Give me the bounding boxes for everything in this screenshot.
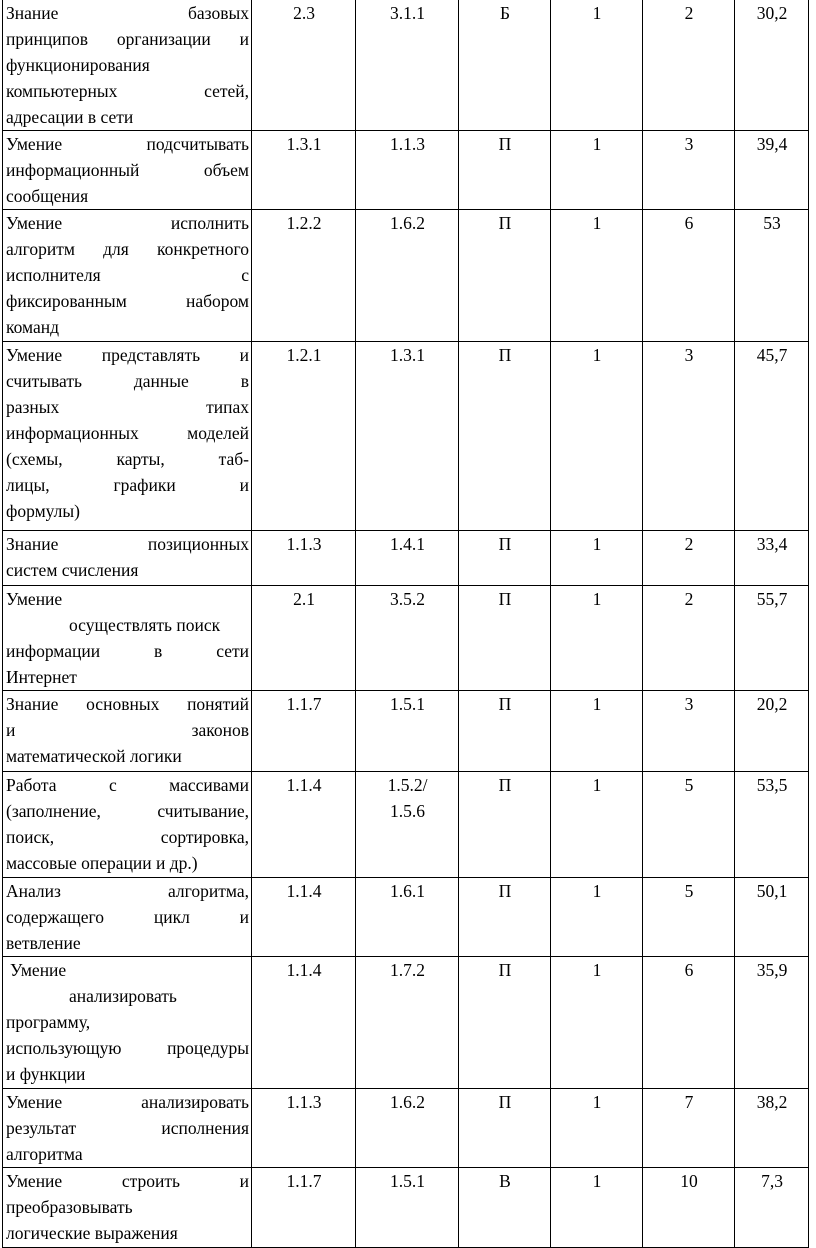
max-score-cell: 1	[551, 878, 643, 957]
skill-word: графики	[113, 475, 176, 495]
skill-line	[6, 236, 249, 262]
skill-word: компьютерных	[6, 81, 118, 101]
time-cell: 6	[643, 210, 735, 342]
max-score-cell: 1	[551, 131, 643, 210]
skill-word: информационных	[6, 423, 139, 443]
code1-cell: 1.1.4	[252, 772, 356, 878]
skill-line	[6, 824, 249, 850]
table-row	[3, 586, 809, 691]
skill-cell	[3, 1089, 252, 1168]
percent-cell: 53	[735, 210, 809, 342]
skill-word: понятий	[187, 694, 249, 714]
skill-line: формулы)	[6, 501, 80, 521]
skill-cell	[3, 131, 252, 210]
skill-word: Работа	[6, 775, 57, 795]
max-score-cell: 1	[551, 210, 643, 342]
skill-word: лицы,	[6, 475, 50, 495]
skill-line: логические выражения	[6, 1223, 178, 1243]
skill-cell	[3, 531, 252, 586]
max-score-cell: 1	[551, 1089, 643, 1168]
table-row	[3, 531, 809, 586]
level-cell: П	[459, 1089, 551, 1168]
skill-word: исполнить	[170, 213, 249, 233]
code2-cell	[356, 772, 459, 878]
code1-cell: 2.1	[252, 586, 356, 691]
skill-line	[6, 78, 249, 104]
skill-line: математической логики	[6, 746, 182, 766]
code2-cell: 1.6.2	[356, 1089, 459, 1168]
max-score-cell: 1	[551, 0, 643, 131]
skill-word: в	[154, 641, 163, 661]
percent-cell: 53,5	[735, 772, 809, 878]
skill-word: строить	[121, 1171, 180, 1191]
skill-word: Умение	[6, 134, 63, 154]
skill-line	[6, 904, 249, 930]
percent-cell: 50,1	[735, 878, 809, 957]
skill-line: алгоритма	[6, 1144, 83, 1164]
skill-word: Знание	[6, 694, 59, 714]
skill-line: Интернет	[6, 667, 77, 687]
skill-line	[6, 446, 249, 472]
skill-word: и	[239, 475, 249, 495]
skill-line	[6, 772, 249, 798]
skill-word: сети	[216, 641, 249, 661]
skill-word: информации	[6, 641, 101, 661]
time-cell: 2	[643, 531, 735, 586]
skill-line: функционирования	[6, 55, 150, 75]
time-cell: 7	[643, 1089, 735, 1168]
level-cell: П	[459, 691, 551, 772]
skill-word: Умение	[6, 1092, 63, 1112]
skill-word: исполнителя	[6, 265, 101, 285]
skill-word: исполнения	[161, 1118, 249, 1138]
skill-cell	[3, 210, 252, 342]
skill-cell	[3, 772, 252, 878]
skill-line	[6, 717, 249, 743]
skill-line: адресации в сети	[6, 107, 134, 127]
max-score-cell: 1	[551, 957, 643, 1089]
skill-word: считывать	[6, 371, 82, 391]
assessment-table	[2, 0, 809, 1248]
code1-cell: 1.1.3	[252, 531, 356, 586]
code2-cell: 3.1.1	[356, 0, 459, 131]
percent-cell: 45,7	[735, 342, 809, 531]
percent-cell: 39,4	[735, 131, 809, 210]
percent-cell: 38,2	[735, 1089, 809, 1168]
skill-line	[6, 638, 249, 664]
percent-cell: 30,2	[735, 0, 809, 131]
code2-cell: 1.6.2	[356, 210, 459, 342]
skill-word: подсчитывать	[146, 134, 249, 154]
skill-word: (схемы,	[6, 449, 63, 469]
code1-cell: 1.3.1	[252, 131, 356, 210]
code1-cell: 1.1.7	[252, 1168, 356, 1248]
code1-cell: 1.1.3	[252, 1089, 356, 1168]
level-cell: Б	[459, 0, 551, 131]
skill-line	[6, 420, 249, 446]
skill-line: и функции	[6, 1064, 86, 1084]
code1-cell: 1.1.4	[252, 878, 356, 957]
skill-word: разных	[6, 397, 60, 417]
skill-word: объем	[203, 160, 249, 180]
code2-cell: 1.1.3	[356, 131, 459, 210]
skill-line	[6, 131, 249, 157]
code1-cell: 1.2.2	[252, 210, 356, 342]
skill-cell	[3, 586, 252, 691]
skill-word: алгоритма,	[167, 881, 249, 901]
skill-line: ветвление	[6, 933, 81, 953]
code2-cell: 1.3.1	[356, 342, 459, 531]
table-row	[3, 210, 809, 342]
skill-word: поиск,	[6, 827, 55, 847]
skill-line: анализировать	[69, 986, 177, 1006]
skill-cell	[3, 1168, 252, 1248]
time-cell: 3	[643, 342, 735, 531]
code2-cell: 1.4.1	[356, 531, 459, 586]
code2-line: 1.5.6	[390, 801, 425, 821]
skill-word: Умение	[6, 345, 63, 365]
skill-word: и	[239, 907, 249, 927]
max-score-cell: 1	[551, 691, 643, 772]
skill-word: сортировка,	[160, 827, 249, 847]
skill-line	[6, 394, 249, 420]
skill-word: и	[239, 29, 249, 49]
level-cell: П	[459, 131, 551, 210]
skill-word: принципов	[6, 29, 88, 49]
skill-word: для	[103, 239, 129, 259]
skill-line	[6, 1168, 249, 1194]
skill-word: массивами	[169, 775, 249, 795]
skill-line	[6, 157, 249, 183]
skill-word: Знание	[6, 3, 59, 23]
skill-line: Умение	[6, 589, 63, 609]
skill-line	[6, 26, 249, 52]
max-score-cell: 1	[551, 342, 643, 531]
skill-word: цикл	[153, 907, 190, 927]
skill-word: конкретного	[156, 239, 249, 259]
table-row	[3, 342, 809, 531]
code2-cell: 1.5.1	[356, 1168, 459, 1248]
table-row	[3, 878, 809, 957]
skill-line	[6, 878, 249, 904]
skill-word: содержащего	[6, 907, 105, 927]
percent-cell: 7,3	[735, 1168, 809, 1248]
time-cell: 5	[643, 772, 735, 878]
time-cell: 6	[643, 957, 735, 1089]
skill-word: типах	[206, 397, 249, 417]
skill-word: позиционных	[147, 534, 249, 554]
skill-word: законов	[191, 720, 249, 740]
level-cell: П	[459, 586, 551, 691]
skill-word: данные	[133, 371, 189, 391]
skill-word: с	[108, 775, 117, 795]
skill-line	[6, 368, 249, 394]
code2-cell: 3.5.2	[356, 586, 459, 691]
code2-cell: 1.6.1	[356, 878, 459, 957]
skill-line	[6, 798, 249, 824]
time-cell: 3	[643, 131, 735, 210]
max-score-cell: 1	[551, 531, 643, 586]
skill-line	[6, 531, 249, 557]
percent-cell: 55,7	[735, 586, 809, 691]
code2-cell: 1.7.2	[356, 957, 459, 1089]
percent-cell: 35,9	[735, 957, 809, 1089]
skill-word: в	[240, 371, 249, 391]
table-row	[3, 0, 809, 131]
percent-cell: 20,2	[735, 691, 809, 772]
time-cell: 10	[643, 1168, 735, 1248]
skill-word: карты,	[116, 449, 165, 469]
code1-cell: 1.1.4	[252, 957, 356, 1089]
skill-word: алгоритм	[6, 239, 75, 259]
skill-word: фиксированным	[6, 291, 127, 311]
skill-line	[6, 210, 249, 236]
skill-word: Умение	[6, 213, 63, 233]
max-score-cell: 1	[551, 772, 643, 878]
skill-word: процедуры	[167, 1038, 249, 1058]
skill-cell	[3, 0, 252, 131]
skill-line	[6, 342, 249, 368]
skill-line	[6, 0, 249, 26]
table-row	[3, 772, 809, 878]
skill-line	[6, 1035, 249, 1061]
skill-cell	[3, 691, 252, 772]
skill-word: Умение	[6, 1171, 63, 1191]
code1-cell: 1.2.1	[252, 342, 356, 531]
table-row	[3, 957, 809, 1089]
time-cell: 5	[643, 878, 735, 957]
skill-word: использующую	[6, 1038, 122, 1058]
level-cell: П	[459, 772, 551, 878]
time-cell: 2	[643, 586, 735, 691]
skill-line: систем счисления	[6, 560, 139, 580]
skill-word: считывание,	[157, 801, 249, 821]
skill-word: результат	[6, 1118, 77, 1138]
skill-line	[6, 472, 249, 498]
skill-word: Знание	[6, 534, 59, 554]
skill-word: моделей	[187, 423, 249, 443]
percent-cell: 33,4	[735, 531, 809, 586]
level-cell: П	[459, 957, 551, 1089]
max-score-cell: 1	[551, 586, 643, 691]
skill-line	[6, 691, 249, 717]
skill-word: с	[241, 265, 249, 285]
skill-cell	[3, 957, 252, 1089]
time-cell: 3	[643, 691, 735, 772]
skill-word: анализировать	[141, 1092, 249, 1112]
time-cell: 2	[643, 0, 735, 131]
code2-line: 1.5.2/	[387, 775, 428, 795]
skill-word: набором	[185, 291, 249, 311]
level-cell: П	[459, 210, 551, 342]
code1-cell: 2.3	[252, 0, 356, 131]
skill-line	[6, 288, 249, 314]
skill-line: сообщения	[6, 186, 89, 206]
skill-word: основных	[86, 694, 160, 714]
skill-line: преобразовывать	[6, 1197, 133, 1217]
skill-line: команд	[6, 317, 60, 337]
skill-word: таб-	[218, 449, 249, 469]
skill-word: организации	[116, 29, 211, 49]
level-cell: П	[459, 531, 551, 586]
skill-word: базовых	[187, 3, 249, 23]
skill-word: и	[239, 345, 249, 365]
skill-cell	[3, 878, 252, 957]
max-score-cell: 1	[551, 1168, 643, 1248]
skill-word: (заполнение,	[6, 801, 101, 821]
code2-cell: 1.5.1	[356, 691, 459, 772]
code1-cell: 1.1.7	[252, 691, 356, 772]
skill-word: сетей,	[204, 81, 249, 101]
level-cell: П	[459, 878, 551, 957]
skill-word: и	[239, 1171, 249, 1191]
skill-word: представлять	[101, 345, 201, 365]
table-row	[3, 1168, 809, 1248]
skill-line	[6, 1089, 249, 1115]
skill-line	[6, 1115, 249, 1141]
skill-cell	[3, 342, 252, 531]
skill-word: Анализ	[6, 881, 61, 901]
skill-line	[6, 262, 249, 288]
skill-line: массовые операции и др.)	[6, 853, 198, 873]
skill-line: Умение	[10, 960, 67, 980]
skill-line: программу,	[6, 1012, 91, 1032]
table-row	[3, 131, 809, 210]
table-row	[3, 691, 809, 772]
skill-line: осуществлять поиск	[69, 615, 221, 635]
level-cell: В	[459, 1168, 551, 1248]
skill-word: информационный	[6, 160, 140, 180]
level-cell: П	[459, 342, 551, 531]
skill-word: и	[6, 720, 16, 740]
table-row	[3, 1089, 809, 1168]
